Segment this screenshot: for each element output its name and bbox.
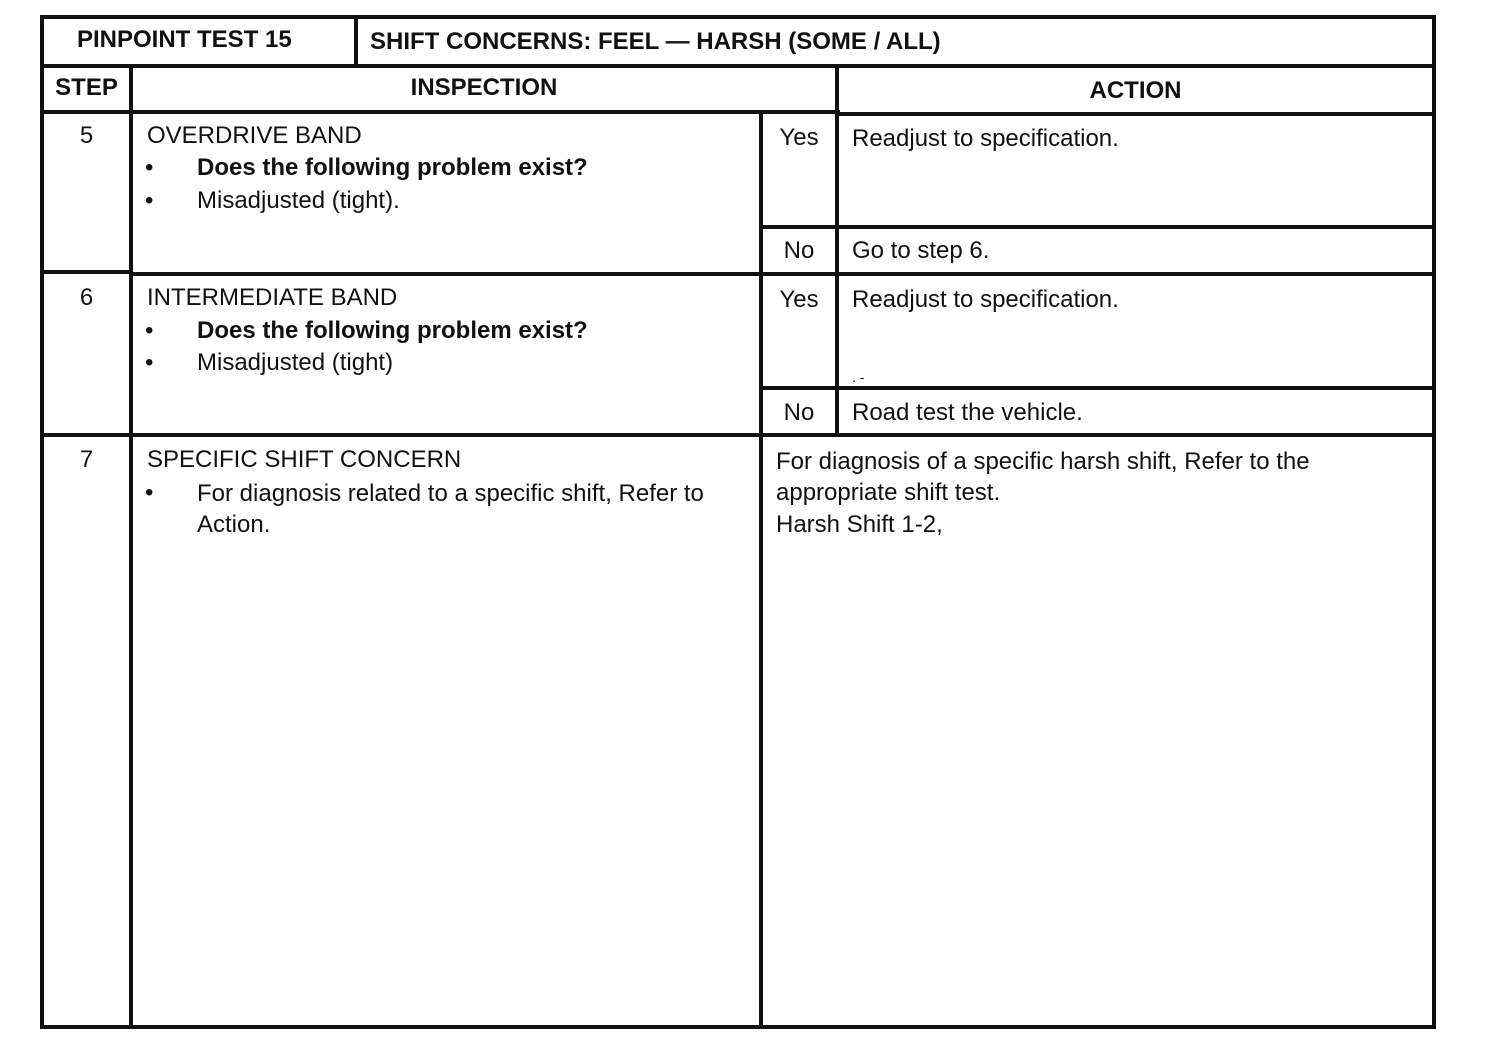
rule-bottom	[40, 1025, 1436, 1029]
bullet: •	[145, 349, 154, 376]
column-header-action: ACTION	[1089, 77, 1182, 104]
rule-top	[40, 15, 1436, 19]
rule-columns-bottom-left	[40, 110, 840, 114]
rule-step6-bottom	[40, 433, 1436, 437]
rule-step6-yes-bottom	[760, 386, 1436, 390]
action-text: Harsh Shift 1-2,	[776, 511, 943, 538]
bullet: •	[145, 479, 154, 506]
rule-right	[1432, 15, 1436, 1029]
answer-no: No	[783, 399, 815, 426]
rule-left	[40, 15, 44, 1029]
test-title: SHIFT CONCERNS: FEEL — HARSH (SOME / ALL)	[370, 28, 941, 55]
step-number: 7	[79, 446, 94, 473]
column-header-step: STEP	[55, 74, 118, 101]
step-item: Misadjusted (tight)	[197, 349, 394, 376]
step-item: Misadjusted (tight).	[197, 187, 400, 214]
step-question: Does the following problem exist?	[197, 154, 588, 181]
rule-step5-yes-bottom	[760, 225, 1436, 229]
rule-step5-bottom-step-col	[40, 270, 132, 274]
step-question: Does the following problem exist?	[197, 317, 588, 344]
action-text: For diagnosis of a specific harsh shift, Refer to the appropriate shift test.	[776, 448, 1310, 506]
test-label: PINPOINT TEST 15	[77, 26, 292, 53]
bullet: •	[145, 187, 154, 214]
step-number: 5	[79, 122, 94, 149]
step-title: INTERMEDIATE BAND	[147, 284, 398, 311]
bullet: •	[145, 317, 154, 344]
action-text: Readjust to specification.	[852, 125, 1119, 152]
step-item: For diagnosis related to a specific shift, Refer to Action.	[197, 480, 704, 538]
column-header-inspection: INSPECTION	[410, 74, 558, 101]
answer-yes: Yes	[779, 124, 819, 151]
step-number: 6	[79, 284, 94, 311]
rule-step5-bottom	[130, 272, 1436, 276]
rule-step-divider	[129, 64, 133, 1029]
rule-answer-divider-mid	[835, 272, 839, 437]
stray-mark: . -	[852, 369, 865, 385]
rule-columns-bottom-right	[836, 112, 1436, 116]
rule-header-bottom	[40, 64, 1436, 68]
bullet: •	[145, 154, 154, 181]
answer-yes: Yes	[779, 286, 819, 313]
action-text: Readjust to specification.	[852, 286, 1119, 313]
step-title: SPECIFIC SHIFT CONCERN	[147, 446, 462, 473]
action-text: Go to step 6.	[852, 237, 990, 264]
action-text: Road test the vehicle.	[852, 399, 1083, 426]
step-title: OVERDRIVE BAND	[147, 122, 362, 149]
rule-header-divider	[354, 15, 358, 68]
answer-no: No	[783, 237, 815, 264]
